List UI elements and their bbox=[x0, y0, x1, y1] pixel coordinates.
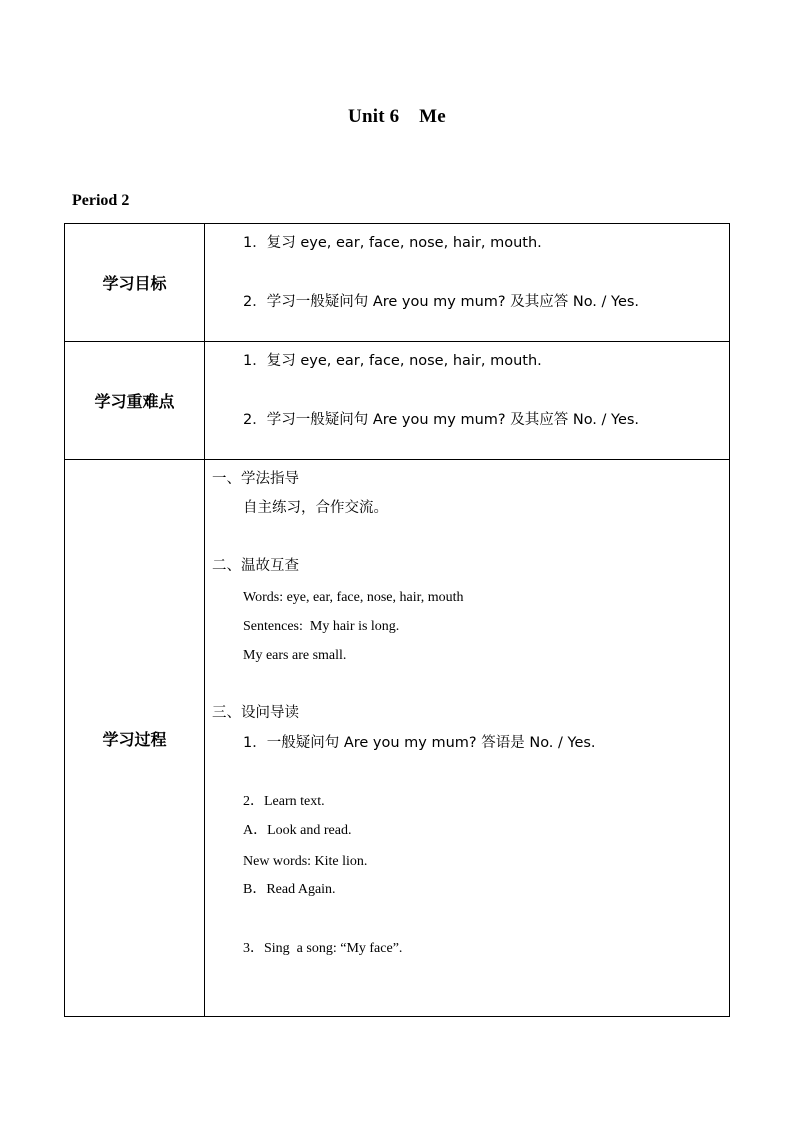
row-label-objectives: 学习目标 bbox=[65, 224, 205, 342]
key-point-line: 2．学习一般疑问句 Are you my mum? 及其应答 No. / Yes. bbox=[243, 412, 640, 428]
objective-line: 2．学习一般疑问句 Are you my mum? 及其应答 No. / Yes. bbox=[243, 294, 640, 310]
document-title: Unit 6 Me bbox=[348, 106, 446, 127]
row-label-process: 学习过程 bbox=[65, 460, 205, 1017]
section-heading: 二、温故互查 bbox=[212, 558, 299, 574]
process-line: A．Look and read. bbox=[243, 823, 352, 838]
row-content-objectives bbox=[205, 224, 730, 342]
lesson-plan-table bbox=[64, 223, 730, 1017]
row-content-key-points bbox=[205, 342, 730, 460]
section-heading: 一、学法指导 bbox=[212, 471, 299, 487]
process-line: Words: eye, ear, face, nose, hair, mouth bbox=[243, 590, 464, 605]
process-line: Sentences: My hair is long. bbox=[243, 619, 400, 634]
section-heading: 三、设问导读 bbox=[212, 705, 299, 721]
table-row bbox=[65, 342, 730, 460]
process-line: 自主练习，合作交流。 bbox=[243, 500, 388, 516]
process-line: B．Read Again. bbox=[243, 882, 336, 897]
process-line: 1．一般疑问句 Are you my mum? 答语是 No. / Yes. bbox=[243, 735, 596, 751]
key-point-line: 1．复习 eye, ear, face, nose, hair, mouth. bbox=[243, 353, 542, 369]
process-line: 2．Learn text. bbox=[243, 794, 325, 809]
process-line: 3．Sing a song: “My face”. bbox=[243, 941, 403, 956]
period-heading: Period 2 bbox=[72, 192, 130, 209]
objective-line: 1．复习 eye, ear, face, nose, hair, mouth. bbox=[243, 235, 542, 251]
table-row bbox=[65, 224, 730, 342]
process-line: New words: Kite lion. bbox=[243, 854, 368, 869]
row-content-process bbox=[205, 460, 730, 1017]
table-row bbox=[65, 460, 730, 1017]
process-line: My ears are small. bbox=[243, 648, 347, 663]
row-label-key-points: 学习重难点 bbox=[65, 342, 205, 460]
